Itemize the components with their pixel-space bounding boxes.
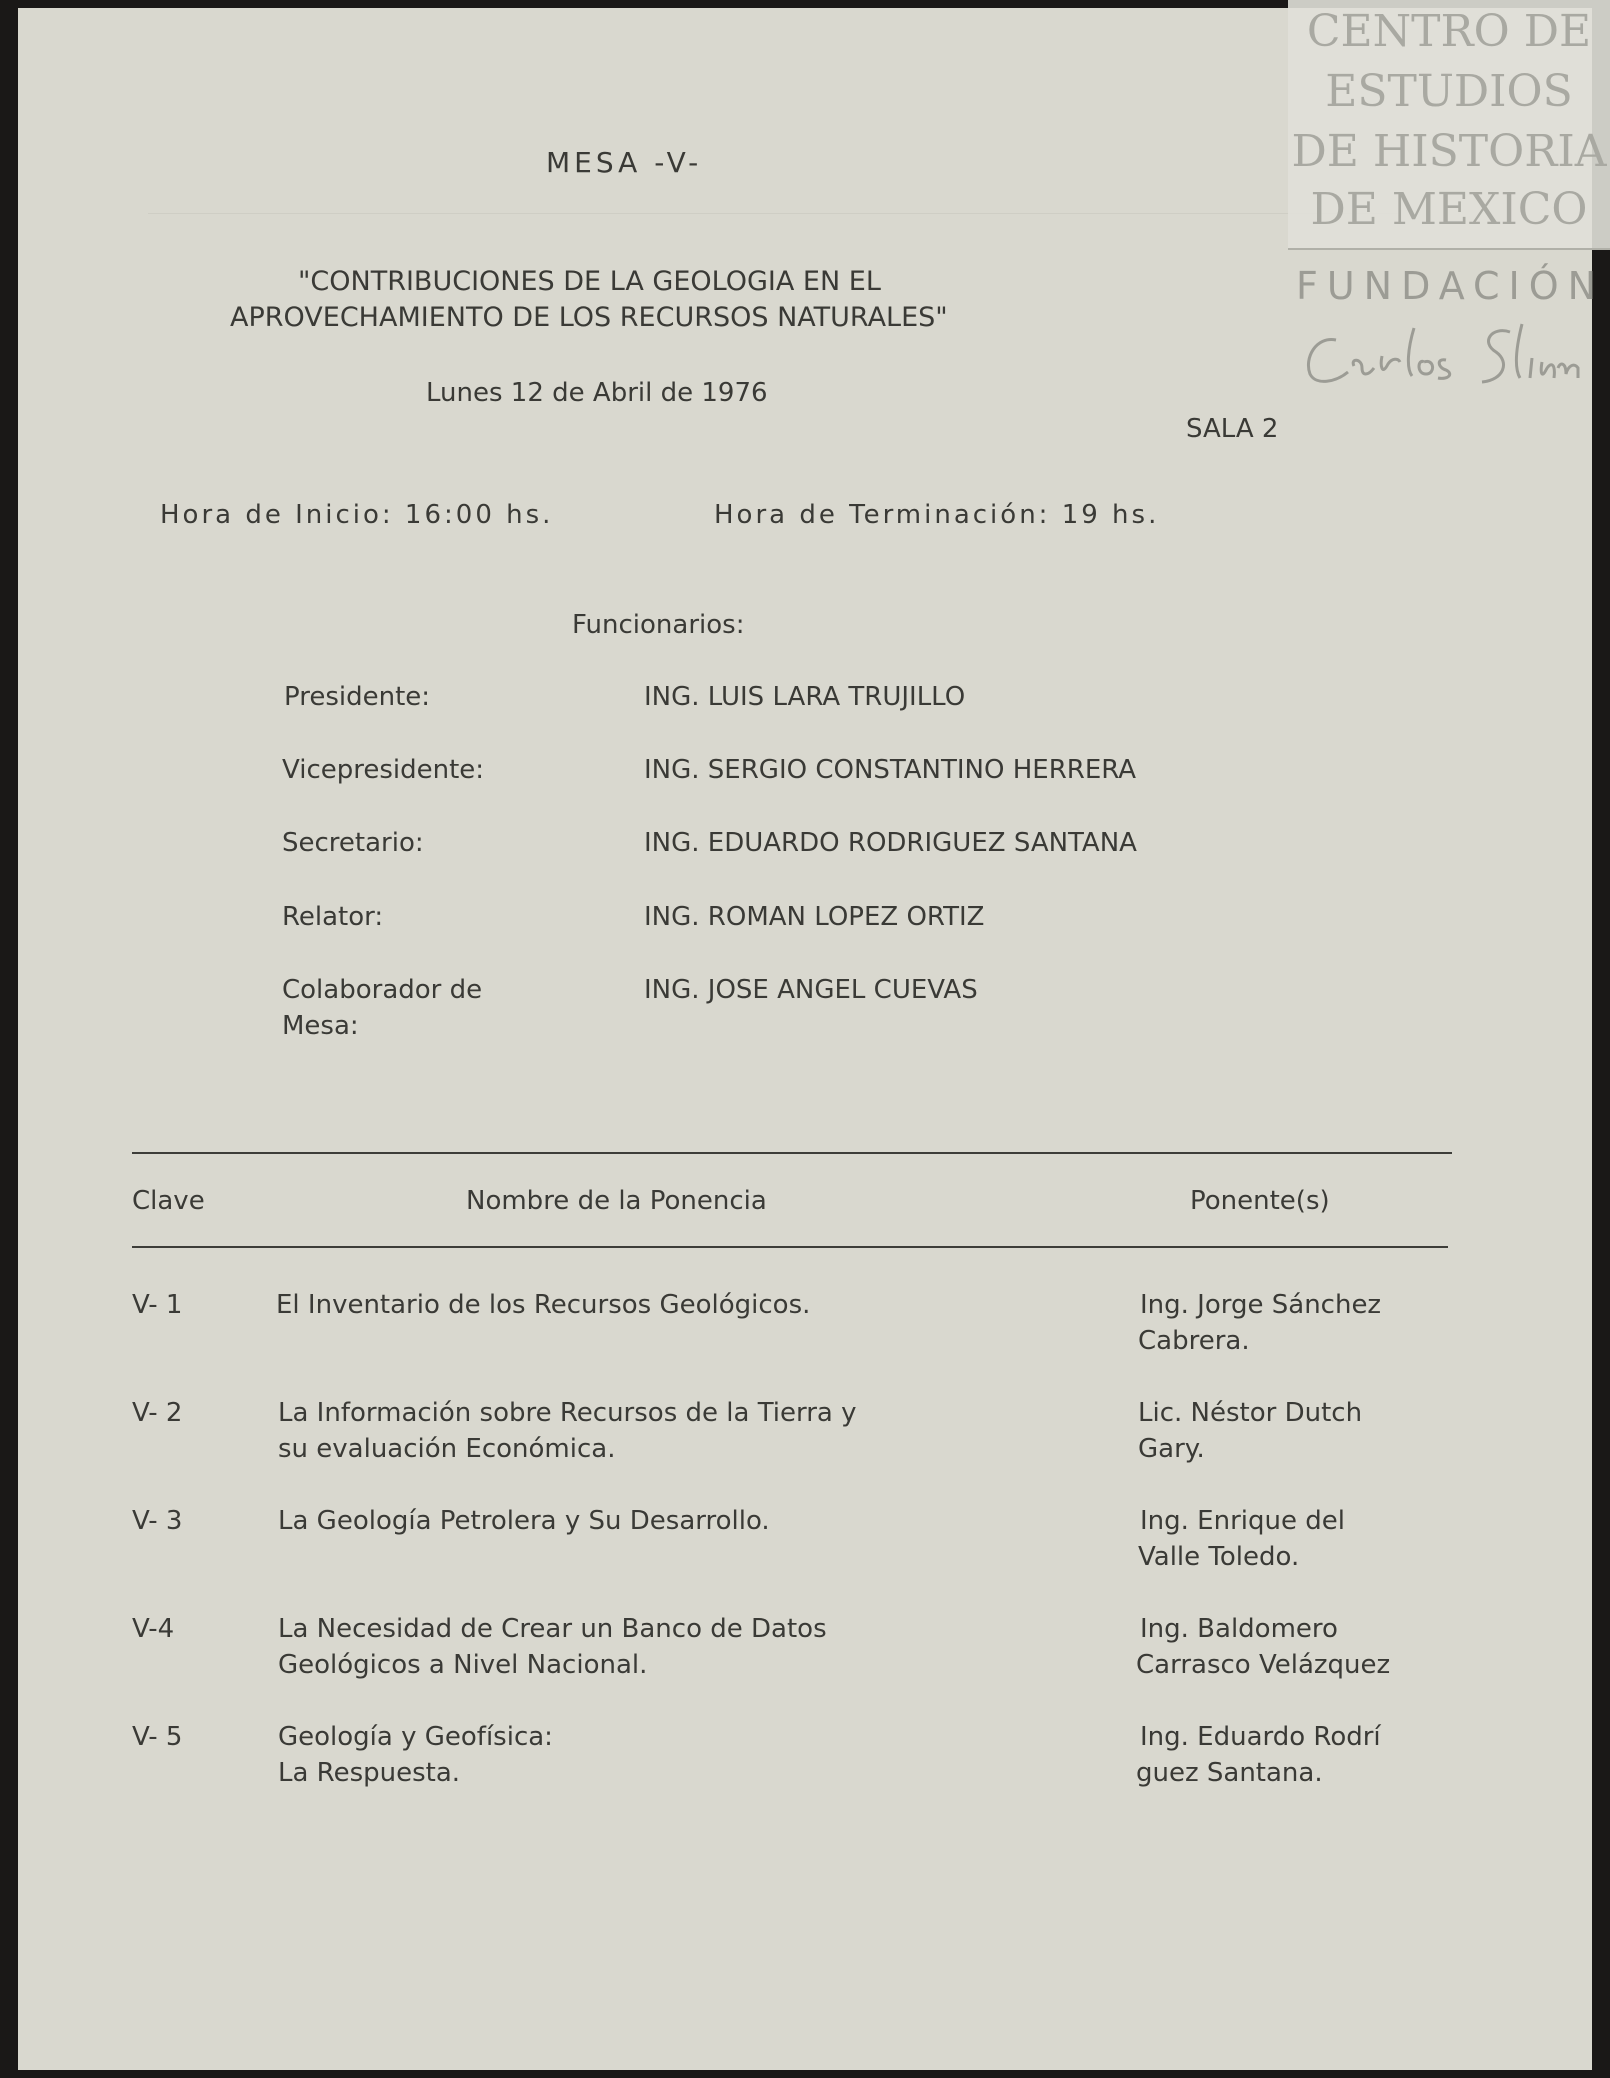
watermark-line: ESTUDIOS <box>1325 66 1573 117</box>
row-clave: V-4 <box>132 1614 175 1644</box>
name-secretario: ING. EDUARDO RODRIGUEZ SANTANA <box>644 828 1137 858</box>
watermark-line: DE MEXICO <box>1310 184 1588 235</box>
row-ponente: Ing. Enrique del <box>1140 1506 1345 1536</box>
role-secretario: Secretario: <box>282 828 424 858</box>
title-line-2: APROVECHAMIENTO DE LOS RECURSOS NATURALES" <box>230 302 948 333</box>
row-nombre-2: Geológicos a Nivel Nacional. <box>278 1650 648 1680</box>
name-vicepresidente: ING. SERGIO CONSTANTINO HERRERA <box>644 755 1137 785</box>
row-nombre: La Geología Petrolera y Su Desarrollo. <box>278 1506 770 1536</box>
column-clave: Clave <box>132 1186 205 1216</box>
row-clave: V- 2 <box>132 1398 183 1428</box>
row-nombre: Geología y Geofísica: <box>278 1722 553 1752</box>
hora-inicio: Hora de Inicio: 16:00 hs. <box>160 500 554 530</box>
table-top-rule <box>132 1152 1452 1154</box>
mesa-heading: MESA -V- <box>546 146 703 179</box>
watermark-line: DE HISTORIA <box>1291 126 1607 177</box>
row-nombre: La Información sobre Recursos de la Tierra y <box>278 1398 857 1428</box>
title-line-1: "CONTRIBUCIONES DE LA GEOLOGIA EN EL <box>298 266 881 297</box>
table-header-rule <box>132 1246 1448 1248</box>
name-presidente: ING. LUIS LARA TRUJILLO <box>644 682 966 712</box>
row-ponente-2: Valle Toledo. <box>1138 1542 1300 1572</box>
watermark-separator <box>1288 248 1610 250</box>
row-ponente: Ing. Eduardo Rodrí <box>1140 1722 1381 1752</box>
row-ponente: Ing. Baldomero <box>1140 1614 1338 1644</box>
row-ponente-2: Cabrera. <box>1138 1326 1250 1356</box>
role-colaborador-2: Mesa: <box>282 1011 359 1041</box>
row-ponente-2: Carrasco Velázquez <box>1136 1650 1391 1680</box>
row-ponente-2: guez Santana. <box>1136 1758 1323 1788</box>
row-clave: V- 3 <box>132 1506 183 1536</box>
row-ponente: Lic. Néstor Dutch <box>1138 1398 1363 1428</box>
watermark-line: CENTRO DE <box>1306 6 1592 57</box>
row-nombre-2: su evaluación Económica. <box>278 1434 616 1464</box>
role-relator: Relator: <box>282 902 384 932</box>
funcionarios-heading: Funcionarios: <box>572 610 745 640</box>
signature-logo-icon <box>1296 318 1596 396</box>
row-nombre: La Necesidad de Crear un Banco de Datos <box>278 1614 827 1644</box>
name-relator: ING. ROMAN LOPEZ ORTIZ <box>644 902 985 932</box>
bleed-through-line <box>148 213 1398 214</box>
row-ponente: Ing. Jorge Sánchez <box>1140 1290 1382 1320</box>
watermark-fundacion: FUNDACIÓN <box>1296 264 1606 308</box>
row-clave: V- 5 <box>132 1722 183 1752</box>
hora-terminacion: Hora de Terminación: 19 hs. <box>714 500 1160 530</box>
name-colaborador: ING. JOSE ANGEL CUEVAS <box>644 975 978 1005</box>
role-colaborador: Colaborador de <box>282 975 483 1005</box>
row-nombre-2: La Respuesta. <box>278 1758 461 1788</box>
row-clave: V- 1 <box>132 1290 183 1320</box>
role-vicepresidente: Vicepresidente: <box>282 755 485 785</box>
row-nombre: El Inventario de los Recursos Geológicos. <box>276 1290 811 1320</box>
column-ponentes: Ponente(s) <box>1190 1186 1330 1216</box>
row-ponente-2: Gary. <box>1138 1434 1205 1464</box>
column-nombre: Nombre de la Ponencia <box>466 1186 767 1216</box>
role-presidente: Presidente: <box>284 682 431 712</box>
date-text: Lunes 12 de Abril de 1976 <box>426 378 768 408</box>
sala-text: SALA 2 <box>1186 414 1279 444</box>
